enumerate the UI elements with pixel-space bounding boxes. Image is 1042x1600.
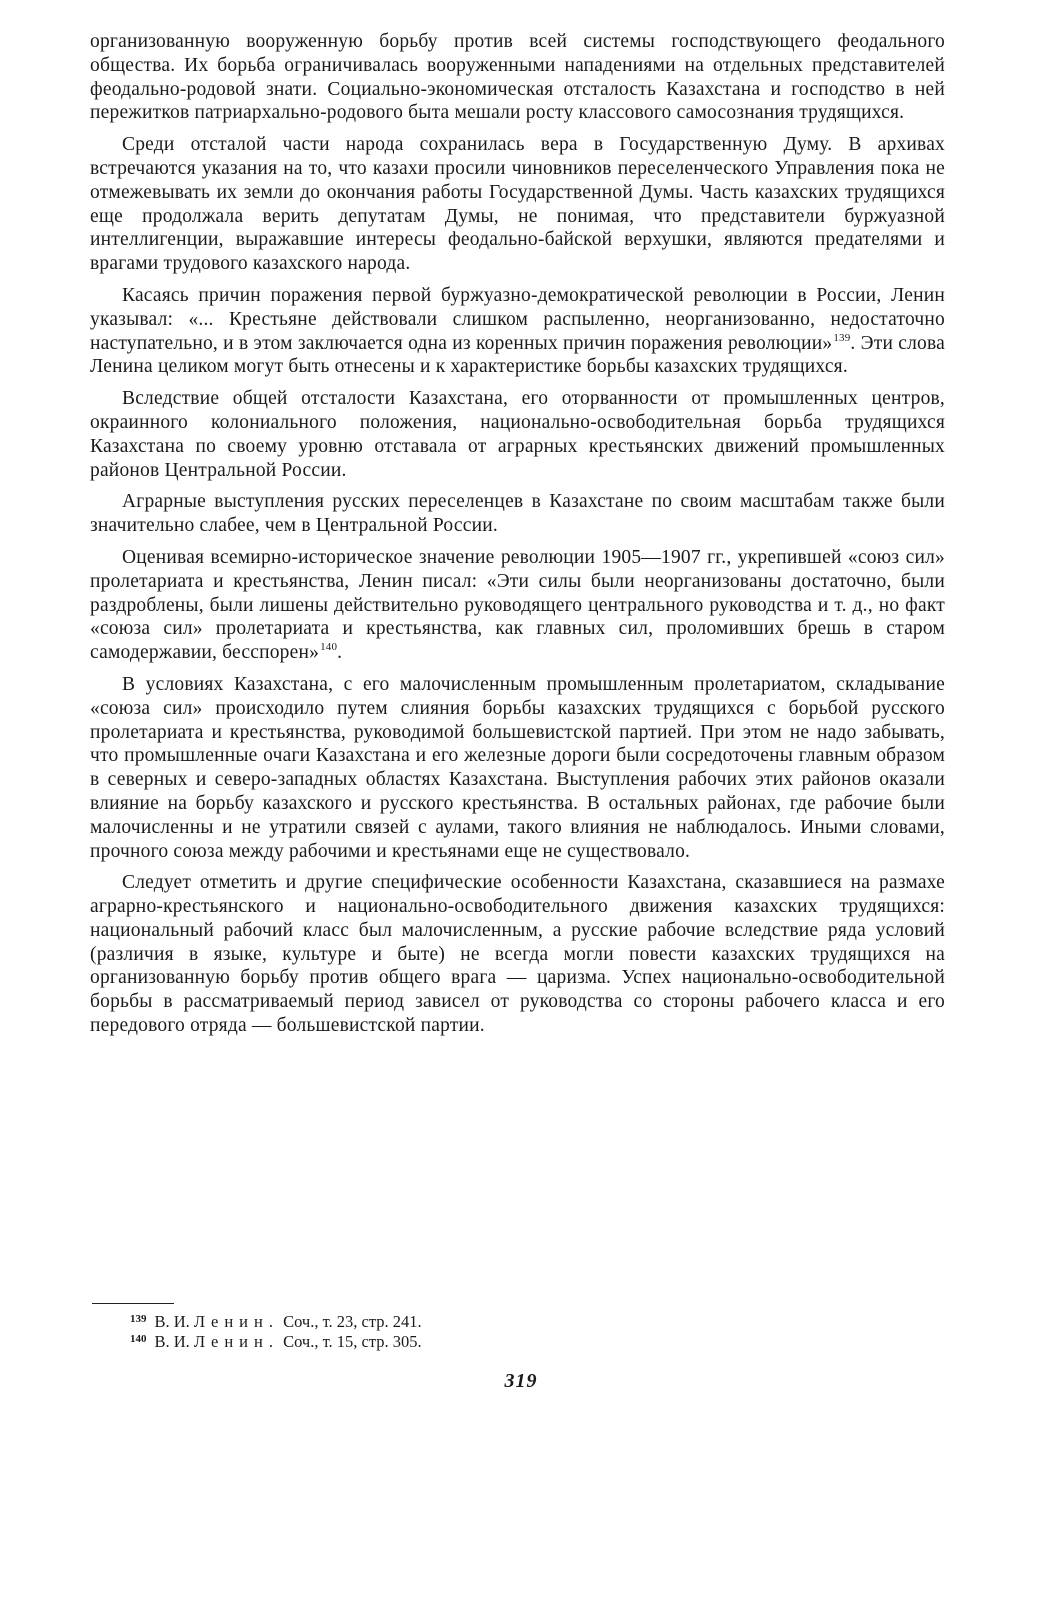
paragraph-3 bbox=[90, 284, 945, 379]
page-number: 319 bbox=[504, 1370, 538, 1392]
footnote-ref-140[interactable]: 140 bbox=[320, 641, 338, 654]
body-text bbox=[90, 30, 945, 1046]
paragraph-3-text: Касаясь причин поражения первой буржуазно-демократической революции в России, Ленин указывал: «... Крестьяне действовали слишком распыленно, неорганизованно, недостаточно наступательно, и в этом заключается одна из коренных причин поражения революции» bbox=[90, 284, 945, 354]
footnote-number: 139 bbox=[130, 1313, 147, 1325]
paragraph-6 bbox=[90, 546, 945, 665]
paragraph-2: Среди отсталой части народа сохранилась вера в Государственную Думу. В архивах встречаются указания на то, что казахи просили чиновников переселенческого Управления пока не отмежевывать их земли до окончания работы Государственной Думы. Часть казахских трудящихся еще продолжала верить депутатам Думы, не понимая, что представители буржуазной интеллигенции, выражавшие интересы феодально-байской верхушки, являются предателями и врагами трудового казахского народа. bbox=[90, 134, 945, 275]
footnote-author: Ленин. bbox=[193, 1332, 279, 1351]
footnotes bbox=[130, 1312, 730, 1352]
footnote-140 bbox=[130, 1332, 730, 1352]
paragraph-4: Вследствие общей отсталости Казахстана, его оторванности от промышленных центров, окраинного колониального положения, национально-освободительная борьба трудящихся Казахстана по своему уровню отставала от аграрных крестьянских движений промышленных районов Центральной России. bbox=[90, 388, 945, 481]
footnote-number: 140 bbox=[130, 1333, 147, 1345]
paragraph-1: организованную вооруженную борьбу против всей системы господствующего феодального общества. Их борьба ограничивалась вооруженными нападениями на отдельных представителей феодально-родовой знати. Социально-экономическая отсталость Казахстана и господство в ней пережитков патриархально-родового быта мешали росту классового самосознания трудящихся. bbox=[90, 31, 945, 124]
footnote-139 bbox=[130, 1312, 730, 1332]
paragraph-3-tail: . Эти слова Ленина целиком могут быть отнесены и к характеристике борьбы казахских трудящихся. bbox=[90, 332, 945, 378]
paragraph-6-text: Оценивая всемирно-историческое значение революции 1905—1907 гг., укрепившей «союз сил» пролетариата и крестьянства, Ленин писал: «Эти силы были неорганизованы достаточно, были раздроблены, были лишены действительно руководящего центрального руководства и т. д., но факт «союза сил» пролетариата и крестьянства, как главных сил, проломивших брешь в старом самодержавии, бесспорен» bbox=[90, 546, 945, 664]
footnote-author-prefix: В. И. bbox=[154, 1332, 190, 1351]
footnote-author-prefix: В. И. bbox=[154, 1312, 190, 1331]
paragraph-5: Аграрные выступления русских переселенцев в Казахстане по своим масштабам также были значительно слабее, чем в Центральной России. bbox=[90, 491, 945, 537]
paragraph-6-tail: . bbox=[337, 642, 343, 664]
footnote-divider bbox=[92, 1303, 174, 1304]
footnote-author: Ленин. bbox=[193, 1312, 279, 1331]
footnote-source: Соч., т. 23, стр. 241. bbox=[283, 1312, 422, 1331]
paragraph-8: Следует отметить и другие специфические особенности Казахстана, сказавшиеся на размахе аграрно-крестьянского и национально-освободительного движения казахских трудящихся: национальный рабочий класс был малочисленным, а русские рабочие вследствие ряда условий (различия в языке, культуре и быте) не всегда могли повести казахских трудящихся на организованную борьбу против общего врага — царизма. Успех национально-освободительной борьбы в рассматриваемый период зависел от руководства со стороны рабочего класса и его передового отряда — большевистской партии. bbox=[90, 872, 945, 1037]
footnote-ref-139[interactable]: 139 bbox=[833, 331, 851, 344]
footnote-source: Соч., т. 15, стр. 305. bbox=[283, 1332, 422, 1351]
paragraph-7: В условиях Казахстана, с его малочисленным промышленным пролетариатом, складывание «союза сил» происходило путем слияния борьбы казахских трудящихся с борьбой русского пролетариата и крестьянства, руководимой большевистской партией. При этом не надо забывать, что промышленные очаги Казахстана и его железные дороги были сосредоточены главным образом в северных и северо-западных областях Казахстана. Выступления рабочих этих районов оказали влияние на борьбу казахского и русского крестьянства. В остальных районах, где рабочие были малочисленны и не утратили связей с аулами, такого влияния не наблюдалось. Иными словами, прочного союза между рабочими и крестьянами еще не существовало. bbox=[90, 673, 945, 862]
